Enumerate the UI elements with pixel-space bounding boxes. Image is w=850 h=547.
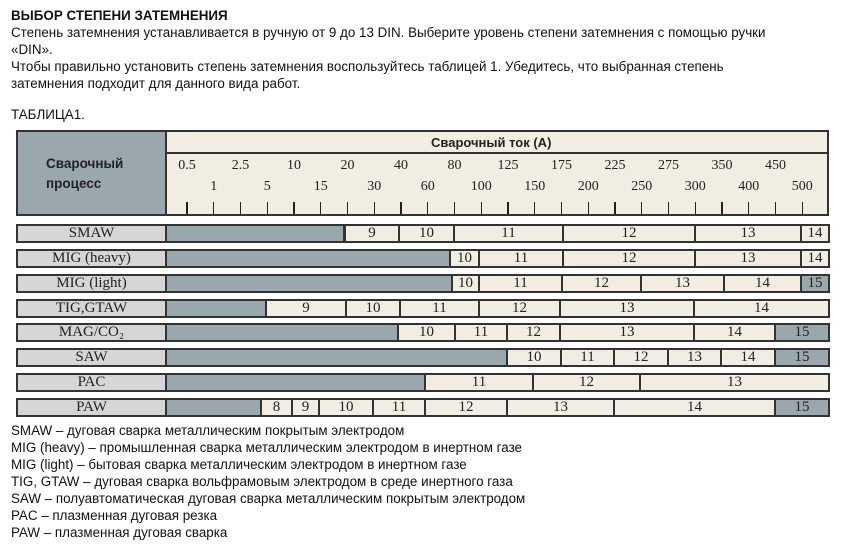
process-label-cell: MIG (light) [16, 274, 167, 293]
shade-cell: 11 [478, 274, 563, 293]
scale-tick-mark [641, 202, 642, 214]
shade-cell: 12 [478, 299, 561, 318]
process-label-cell: SAW [16, 348, 167, 367]
shade-cell: 9 [344, 224, 400, 243]
scale-tick-mark [481, 202, 482, 214]
shade-cell: 12 [424, 398, 508, 417]
process-label-cell: MAG/CO₂ [16, 323, 167, 342]
intro-text-line-2: «DIN». [11, 42, 53, 57]
shade-cell: 11 [478, 249, 564, 268]
shade-cell: 13 [640, 274, 725, 293]
table-row [16, 224, 830, 243]
scale-tick-label: 350 [711, 158, 733, 173]
scale-tick-label: 20 [340, 158, 355, 173]
scale-tick-mark [427, 202, 428, 214]
scale-tick-label: 80 [447, 158, 462, 173]
scale-tick-mark [347, 202, 348, 214]
not-applicable-range [165, 348, 508, 367]
scale-tick-mark [213, 202, 214, 214]
not-applicable-range [165, 299, 267, 318]
shade-cell: 14 [720, 348, 776, 367]
shade-cell: 12 [532, 373, 641, 392]
shade-cell: 13 [559, 323, 695, 342]
shade-cell: 12 [562, 224, 696, 243]
scale-tick-mark [507, 202, 508, 214]
table-row [16, 348, 830, 367]
intro-text-line-1: Степень затемнения устанавливается в ручную от 9 до 13 DIN. Выберите уровень степени затемнения с помощью ручки [11, 25, 766, 40]
scale-tick-label: 5 [263, 179, 271, 194]
shade-cell: 10 [398, 224, 455, 243]
scale-tick-mark [240, 202, 241, 214]
scale-tick-label: 125 [497, 158, 519, 173]
shade-cell: 10 [506, 348, 562, 367]
shade-cell: 10 [345, 299, 401, 318]
current-header-label: Сварочный ток (A) [431, 135, 552, 150]
table-row [16, 373, 830, 392]
scale-tick-mark [748, 202, 749, 214]
shade-cell: 13 [694, 249, 802, 268]
process-header-line-1: Сварочный [46, 156, 124, 171]
process-label-cell: SMAW [16, 224, 167, 243]
shade-cell: 15 [800, 274, 830, 293]
legend-item-saw: SAW – полуавтоматическая дуговая сварка металлическим покрытым электродом [11, 491, 526, 506]
shade-cell: 14 [613, 398, 776, 417]
scale-tick-label: 200 [577, 179, 599, 194]
not-applicable-range [165, 373, 426, 392]
not-applicable-range [165, 249, 451, 268]
legend-item-smaw: SMAW – дуговая сварка металлическим покрытым электродом [11, 423, 405, 438]
shade-cell: 9 [265, 299, 347, 318]
scale-tick-label: 60 [420, 179, 435, 194]
scale-tick-label: 15 [313, 179, 328, 194]
scale-tick-label: 400 [738, 179, 760, 194]
scale-tick-label: 100 [470, 179, 492, 194]
scale-tick-label: 0.5 [178, 158, 196, 173]
scale-tick-label: 1 [210, 179, 218, 194]
not-applicable-range [165, 274, 453, 293]
scale-tick-mark [400, 202, 401, 214]
shade-cell: 14 [693, 299, 830, 318]
scale-tick-mark [534, 202, 535, 214]
scale-tick-label: 40 [394, 158, 408, 173]
process-label-cell: TIG,GTAW [16, 299, 167, 318]
table-caption: ТАБЛИЦА1. [11, 107, 85, 122]
shade-cell: 12 [561, 274, 642, 293]
shade-cell: 10 [451, 274, 480, 293]
shade-cell: 9 [291, 398, 320, 417]
shade-cell: 10 [397, 323, 456, 342]
not-applicable-range [165, 323, 399, 342]
scale-tick-mark [802, 202, 803, 214]
scale-tick-label: 10 [287, 158, 301, 173]
scale-tick-label: 175 [551, 158, 572, 173]
shade-cell: 13 [506, 398, 615, 417]
scale-tick-mark [320, 202, 321, 214]
scale-tick-label: 2.5 [231, 158, 250, 173]
table-row [16, 323, 830, 342]
shade-cell: 12 [506, 323, 561, 342]
scale-tick-mark [668, 202, 669, 214]
scale-tick-mark [374, 202, 375, 214]
shade-cell: 14 [800, 224, 830, 243]
process-header-line-2: процесс [46, 176, 102, 191]
section-title: ВЫБОР СТЕПЕНИ ЗАТЕМНЕНИЯ [11, 8, 228, 23]
shade-cell: 15 [774, 348, 830, 367]
scale-tick-mark [293, 202, 294, 214]
scale-tick-label: 300 [684, 179, 706, 194]
shade-cell: 11 [372, 398, 426, 417]
scale-tick-label: 250 [631, 179, 653, 194]
shade-cell: 10 [449, 249, 480, 268]
scale-tick-label: 30 [367, 179, 382, 194]
shade-cell: 15 [774, 398, 830, 417]
intro-text-line-3: Чтобы правильно установить степень затемнения воспользуйтесь таблицей 1. Убедитесь, что выбранная степень [11, 59, 724, 74]
table-row [16, 398, 830, 417]
shade-cell: 14 [723, 274, 802, 293]
scale-tick-label: 225 [604, 158, 626, 173]
shade-cell: 13 [694, 224, 802, 243]
shade-cell: 13 [667, 348, 722, 367]
abbreviation-legend [11, 422, 525, 541]
shade-cell: 11 [560, 348, 615, 367]
shade-cell: 11 [454, 323, 508, 342]
scale-tick-label: 450 [765, 158, 786, 173]
shade-cell: 10 [318, 398, 374, 417]
scale-tick-label: 500 [791, 179, 813, 194]
intro-section [11, 7, 841, 92]
scale-tick-mark [561, 202, 562, 214]
table-row [16, 299, 830, 318]
shade-cell: 14 [800, 249, 830, 268]
not-applicable-range [165, 398, 262, 417]
scale-tick-mark [695, 202, 696, 214]
legend-item-pac: PAC – плазменная дуговая резка [11, 508, 218, 523]
intro-text-line-4: затемнения подходит для данного вида работ. [11, 76, 301, 91]
shade-cell: 11 [399, 299, 480, 318]
process-header-cell [18, 132, 167, 214]
shade-cell: 13 [639, 373, 830, 392]
table-row [16, 249, 830, 268]
shade-cell: 14 [693, 323, 776, 342]
process-label-cell: PAW [16, 398, 167, 417]
shade-cell: 11 [453, 224, 564, 243]
scale-tick-mark [454, 202, 455, 214]
scale-tick-label: 275 [658, 158, 679, 173]
shade-cell: 15 [774, 323, 830, 342]
scale-tick-mark [775, 202, 776, 214]
scale-tick-mark [267, 202, 268, 214]
legend-item-mig-light: MIG (light) – бытовая сварка металлическим электродом в инертном газе [11, 457, 467, 472]
shade-cell: 11 [424, 373, 534, 392]
scale-tick-mark [614, 202, 615, 214]
shade-cell: 12 [562, 249, 696, 268]
process-header-label [46, 154, 123, 194]
table-header [16, 130, 829, 216]
not-applicable-range [165, 224, 345, 243]
legend-item-paw: PAW – плазменная дуговая сварка [11, 525, 228, 540]
legend-item-mig-heavy: MIG (heavy) – промышленная сварка металлическим электродом в инертном газе [11, 440, 523, 455]
scale-tick-mark [186, 202, 187, 214]
current-header-cell [167, 132, 827, 154]
scale-tick-mark [588, 202, 589, 214]
table-row [16, 274, 830, 293]
process-label-cell: PAC [16, 373, 167, 392]
shade-cell: 13 [559, 299, 695, 318]
shade-cell: 8 [260, 398, 293, 417]
shade-cell: 12 [613, 348, 669, 367]
legend-item-tig-gtaw: TIG, GTAW – дуговая сварка вольфрамовым электродом в среде инертного газа [11, 474, 513, 489]
scale-tick-mark [721, 202, 722, 214]
scale-tick-label: 150 [524, 179, 546, 194]
process-label-cell: MIG (heavy) [16, 249, 167, 268]
